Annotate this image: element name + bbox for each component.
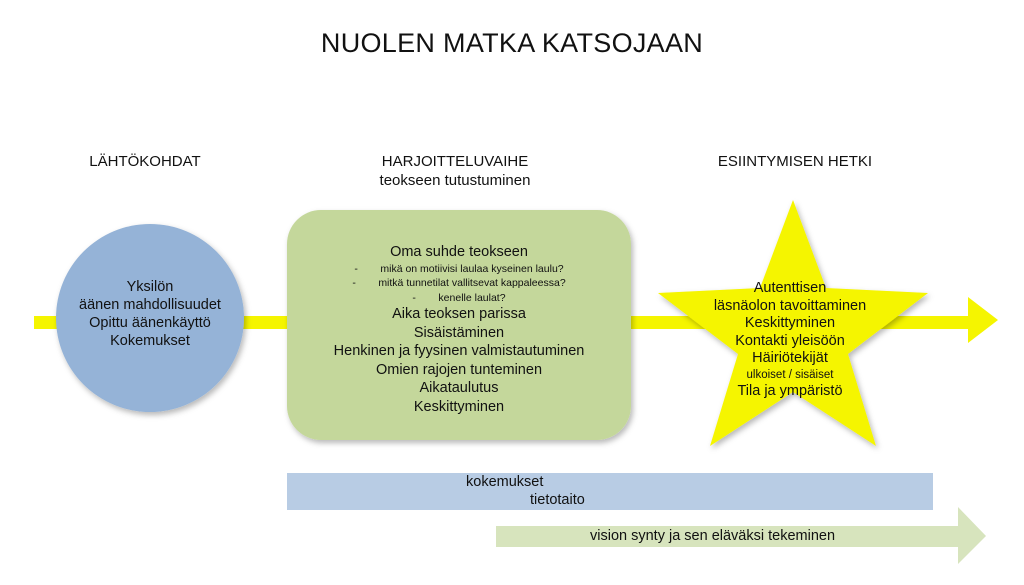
band-text-experience: kokemukset	[466, 474, 544, 490]
star-line: Autenttisen	[753, 280, 827, 296]
column-subheading-middle: teokseen tutustuminen	[379, 172, 531, 189]
box-item: Henkinen ja fyysinen valmistautuminen	[333, 343, 585, 359]
column-heading-left: LÄHTÖKOHDAT	[89, 153, 201, 170]
star-line: Tila ja ympäristö	[737, 382, 843, 399]
box-question: - mitkä tunnetilat vallitsevat kappaleessa?	[352, 277, 566, 289]
star-line: Kontakti yleisöön	[735, 332, 845, 349]
band-text-knowhow: tietotaito	[530, 492, 585, 508]
star-line: läsnäolon tavoittaminen	[713, 297, 867, 314]
column-heading-right: ESIINTYMISEN HETKI	[717, 153, 873, 170]
star-line: Keskittyminen	[744, 315, 836, 331]
diagram-title: NUOLEN MATKA KATSOJAAN	[320, 28, 704, 58]
box-item: Aika teoksen parissa	[392, 306, 526, 322]
circle-line: Kokemukset	[110, 333, 190, 349]
box-item: Sisäistäminen	[413, 324, 505, 341]
box-item: Omien rajojen tunteminen	[375, 361, 543, 378]
box-heading: Oma suhde teokseen	[390, 244, 528, 260]
box-text	[292, 243, 626, 416]
box-question: - mikä on motiivisi laulaa kyseinen laulu?	[354, 262, 564, 275]
star-small-line: ulkoiset / sisäiset	[746, 368, 834, 381]
box-question: - kenelle laulat?	[412, 291, 506, 304]
circle-text	[56, 278, 244, 350]
star-line: Häiriötekijät	[752, 350, 828, 366]
column-heading-middle: HARJOITTELUVAIHE	[381, 153, 529, 170]
box-item: Keskittyminen	[413, 398, 505, 415]
experience-band	[287, 473, 933, 510]
circle-line: äänen mahdollisuudet	[79, 297, 221, 313]
circle-line: Opittu äänenkäyttö	[89, 315, 211, 331]
star-text	[690, 280, 890, 400]
band-text-vision: vision synty ja sen eläväksi tekeminen	[590, 528, 836, 544]
circle-line: Yksilön	[126, 279, 174, 295]
box-item: Aikataulutus	[419, 380, 499, 396]
